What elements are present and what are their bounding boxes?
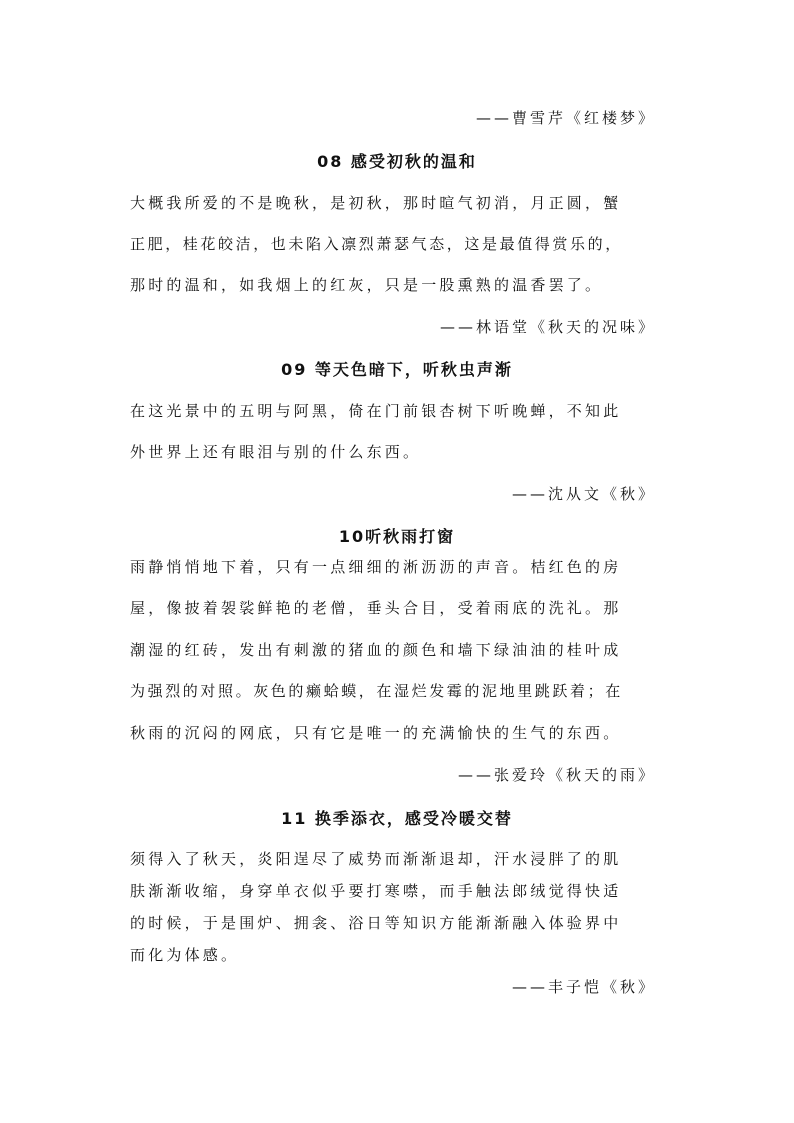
section-11-line-4: 而化为体感。 [130,946,240,964]
section-10-line-3: 潮湿的红砖，发出有刺激的猪血的颜色和墙下绿油油的桂叶成 [130,641,622,659]
section-10-line-4: 为强烈的对照。灰色的癞蛤蟆，在湿烂发霉的泥地里跳跃着；在 [130,682,623,700]
section-10-line-2: 屋，像披着袈裟鲜艳的老僧，垂头合目，受着雨底的洗礼。那 [130,599,622,617]
section-title-08: 08 感受初秋的温和 [317,152,477,171]
section-10-line-1: 雨静悄悄地下着，只有一点细细的淅沥沥的声音。桔红色的房 [130,558,622,576]
attribution-zhang-ailing: ——张爱玲《秋天的雨》 [457,766,656,784]
attribution-hongloumeng: ——曹雪芹《红楼梦》 [475,109,656,127]
section-title-10: 10听秋雨打窗 [338,527,456,546]
section-08-line-3: 那时的温和，如我烟上的红灰，只是一股熏熟的温香罢了。 [130,276,604,294]
section-11-line-1: 须得入了秋天，炎阳逞尽了威势而渐渐退却，汗水浸胖了的肌 [130,850,622,868]
section-title-09: 09 等天色暗下，听秋虫声渐 [281,360,513,379]
attribution-shen-congwen: ——沈从文《秋》 [511,485,656,503]
section-09-line-1: 在这光景中的五明与阿黑，倚在门前银杏树下听晚蝉，不知此 [130,402,622,420]
section-08-line-1: 大概我所爱的不是晚秋，是初秋，那时暄气初消，月正圆，蟹 [130,194,622,212]
section-11-line-3: 的时候，于是围炉、拥衾、浴日等知识方能渐渐融入体验界中 [130,914,622,932]
section-09-line-2: 外世界上还有眼泪与别的什么东西。 [130,443,422,461]
section-10-line-5: 秋雨的沉闷的网底，只有它是唯一的充满愉快的生气的东西。 [130,724,622,742]
attribution-feng-zikai: ——丰子恺《秋》 [511,978,656,996]
attribution-lin-yutang: ——林语堂《秋天的况味》 [439,318,656,336]
section-08-line-2: 正肥，桂花皎洁，也未陷入凛烈萧瑟气态，这是最值得赏乐的， [130,235,623,253]
section-11-line-2: 肤渐渐收缩，身穿单衣似乎要打寒噤，而手触法郎绒觉得快适 [130,882,622,900]
section-title-11: 11 换季添衣，感受冷暖交替 [281,809,513,828]
